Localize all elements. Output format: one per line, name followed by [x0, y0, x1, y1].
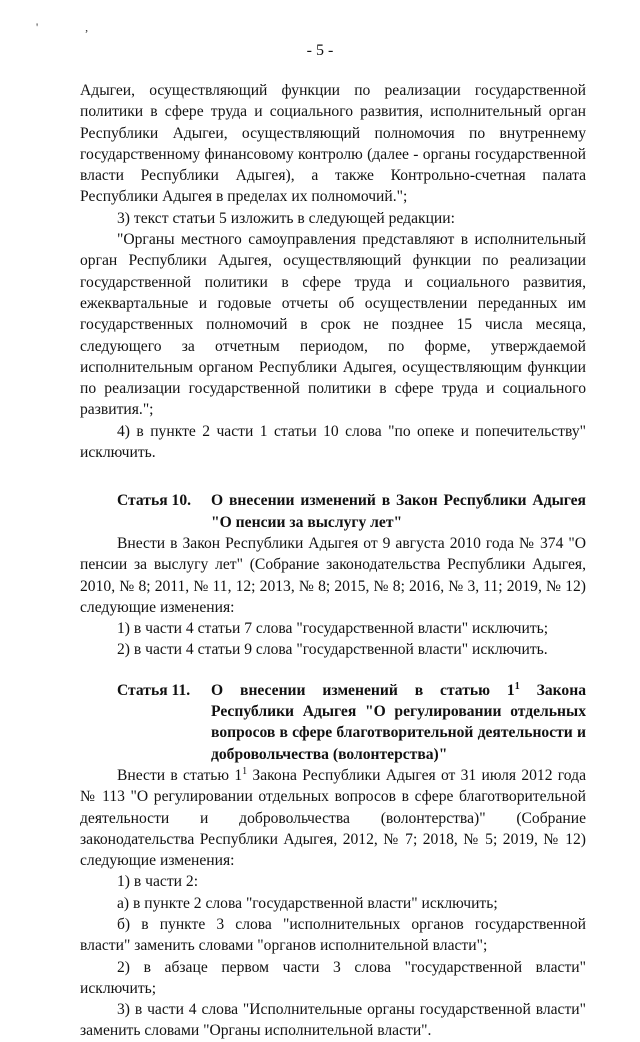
article-11-intro-part: Внести в статью 1: [117, 766, 243, 784]
item-3: 3) текст статьи 5 изложить в следующей редакции:: [117, 209, 455, 227]
scan-specks: ' ,: [36, 20, 111, 34]
article-11-intro-part: Закона Республики Адыгея от 31 июля 2012 года № 113 "О регулировании отдельных вопросов в сфере благотворительной деятельности и добровольчества (волонтерства)" (Собрание законодательства Республики Адыгея, 2012, № 7; 2018, № 5; 2019, № 12) следующие изменения:: [80, 766, 586, 870]
article-11-item: 2) в абзаце первом части 3 слова "государственной власти" исключить;: [80, 958, 586, 997]
document-body: [80, 80, 586, 1042]
article-11-title-part: Закона Республики Адыгея "О регулировании отдельных вопросов в сфере благотворительной деятельности и добровольчества (волонтерства)": [211, 681, 586, 763]
article-10-item: 1) в части 4 статьи 7 слова "государственной власти" исключить;: [117, 620, 549, 638]
article-11-intro: [80, 765, 586, 871]
article-11-item: а) в пункте 2 слова "государственной власти" исключить;: [117, 894, 498, 912]
article-10-title: О внесении изменений в Закон Республики Адыгея "О пенсии за выслугу лет": [211, 492, 586, 531]
article-10-intro: Внести в Закон Республики Адыгея от 9 августа 2010 года № 374 "О пенсии за выслугу лет" (Собрание законодательства Республики Адыгея, 2010, № 8; 2011, № 11, 12; 2013, № 8; 2015, № 8; 2016, № 3, 11; 2019, № 12) следующие изменения:: [80, 534, 586, 616]
article-11-title: [211, 680, 586, 765]
superscript: 1: [514, 680, 520, 692]
article-10-number: Статья 10.: [117, 492, 192, 510]
article-11-heading: [80, 680, 586, 765]
article-11-item: 1) в части 2:: [117, 873, 199, 891]
article-10-heading: [80, 490, 586, 533]
item-4: 4) в пункте 2 части 1 статьи 10 слова "по опеке и попечительству" исключить.: [80, 422, 586, 462]
article-10-item: 2) в части 4 статьи 9 слова "государственной власти" исключить.: [117, 641, 548, 659]
article-11-item: б) в пункте 3 слова "исполнительных органов государственной власти" заменить словами "органов исполнительной власти";: [80, 915, 586, 955]
paragraph-intro: Адыгеи, осуществляющий функции по реализации государственной политики в сфере труда и социального развития, исполнительный орган Республики Адыгеи, осуществляющий полномочия по внутреннему государственному финансовому контролю (далее - органы государственной власти Республики Адыгея), а также Контрольно-счетная палата Республики Адыгея в пределах их полномочий.";: [80, 82, 586, 206]
superscript: 1: [242, 765, 248, 777]
article-11-number: Статья 11.: [117, 681, 191, 699]
article-11-title-part: О внесении изменений в статью 1: [211, 681, 515, 699]
page-number: - 5 -: [306, 42, 334, 59]
quote-article-5: "Органы местного самоуправления представляют в исполнительный орган Республики Адыгея, осуществляющий функции по реализации государственной политики в сфере труда и социального развития, ежеквартальные и годовые отчеты об осуществлении переданных им государственных полномочий в срок не позднее 15 числа месяца, следующего за отчетным периодом, по форме, утверждаемой исполнительным органом Республики Адыгея, осуществляющим функции по реализации государственной политики в сфере труда и социального развития.";: [80, 231, 586, 419]
article-11-item: 3) в части 4 слова "Исполнительные органы государственной власти" заменить словами "Органы исполнительной власти".: [80, 1001, 586, 1040]
